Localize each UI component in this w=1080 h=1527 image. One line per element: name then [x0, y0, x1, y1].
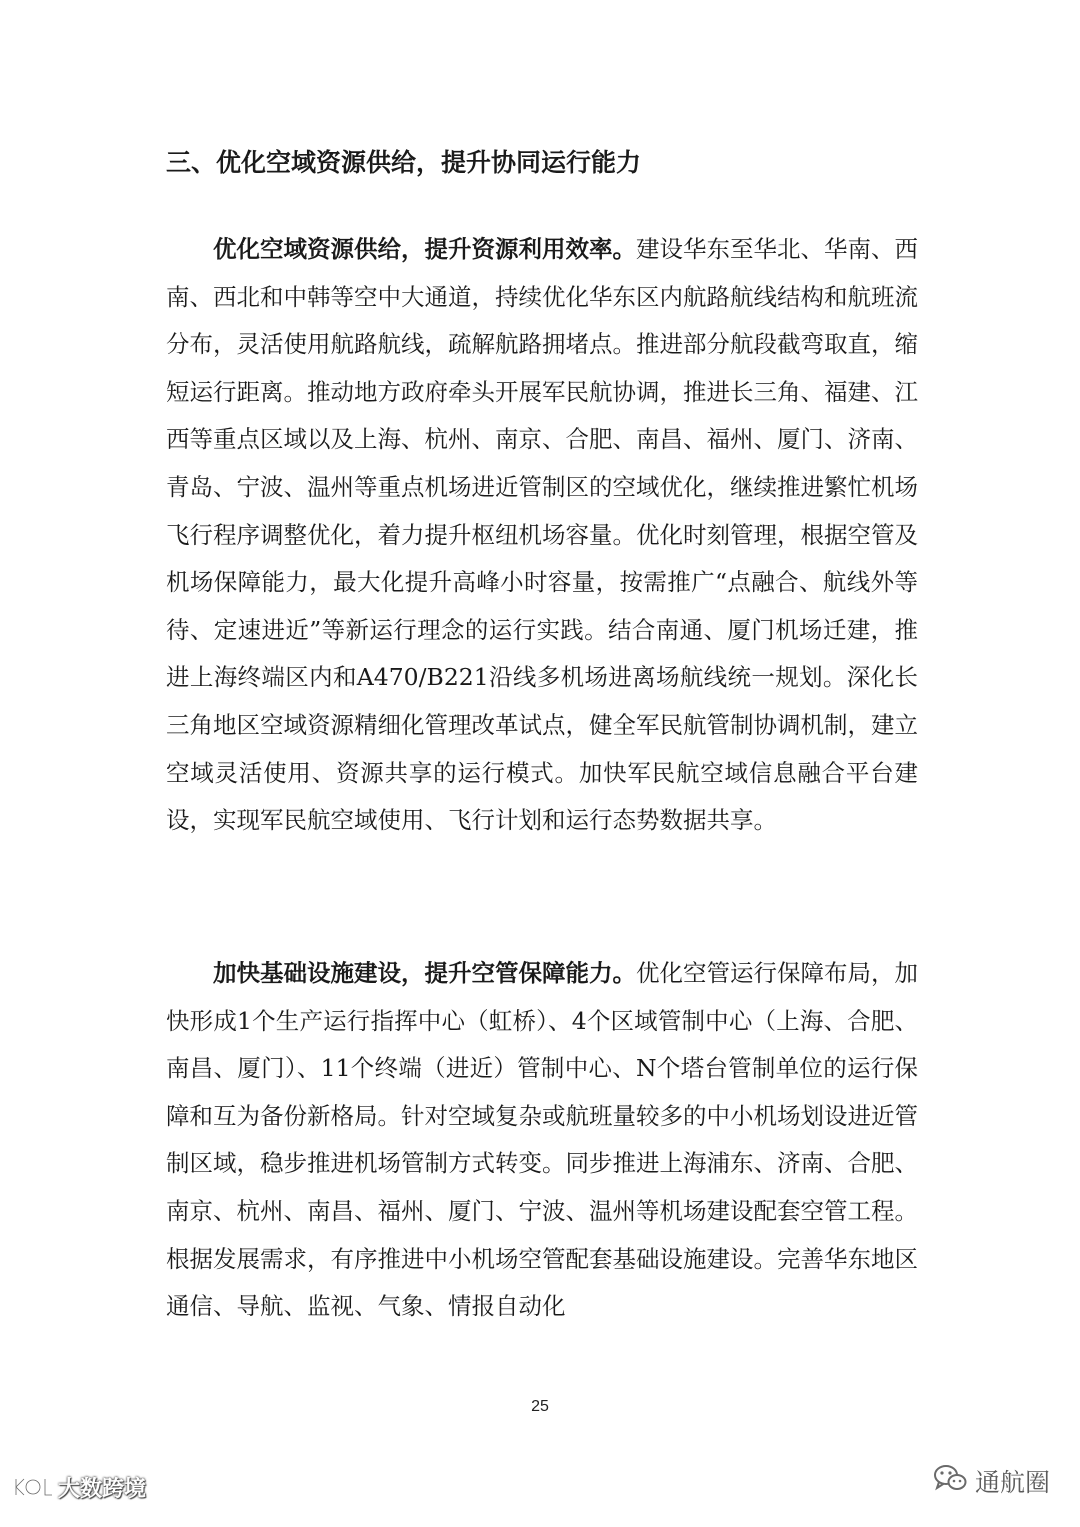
watermark-left-text: 大数跨境 [58, 1476, 147, 1502]
watermark-right-text: 通航圈 [974, 1468, 1050, 1497]
paragraph-infrastructure [166, 950, 918, 1331]
paragraph-body: 优化空管运行保障布局，加快形成1个生产运行指挥中心（虹桥）、4个区域管制中心（上海、合肥、南昌、厦门）、11个终端（进近）管制中心、N个塔台管制单位的运行保障和互为备份新格局。针对空域复杂或航班量较多的中小机场划设进近管制区域，稳步推进机场管制方式转变。同步推进上海浦东、济南、合肥、南京、杭州、南昌、福州、厦门、宁波、温州等机场建设配套空管工程。根据发展需求，有序推进中小机场空管配套基础设施建设。完善华东地区通信、导航、监视、气象、情报自动化 [166, 959, 918, 1321]
watermark-right [933, 1461, 1050, 1501]
paragraph-airspace [166, 226, 918, 845]
paragraph-body: 建设华东至华北、华南、西南、西北和中韩等空中大通道，持续优化华东区内航路航线结构和航班流分布，灵活使用航路航线，疏解航路拥堵点。推进部分航段截弯取直，缩短运行距离。推动地方政府牵头开展军民航协调，推进长三角、福建、江西等重点区域以及上海、杭州、南京、合肥、南昌、福州、厦门、济南、青岛、宁波、温州等重点机场进近管制区的空域优化，继续推进繁忙机场飞行程序调整优化，着力提升枢纽机场容量。优化时刻管理，根据空管及机场保障能力，最大化提升高峰小时容量，按需推广“点融合、航线外等待、定速进近”等新运行理念的运行实践。结合南通、厦门机场迁建，推进上海终端区内和A470/B221沿线多机场进离场航线统一规划。深化长三角地区空域资源精细化管理改革试点，健全军民航管制协调机制，建立空域灵活使用、资源共享的运行模式。加快军民航空域信息融合平台建设，实现军民航空域使用、飞行计划和运行态势数据共享。 [166, 235, 918, 835]
kol-logo-icon [10, 1474, 54, 1500]
page-number: 25 [531, 1398, 549, 1415]
paragraph-lead: 加快基础设施建设，提升空管保障能力。 [213, 959, 636, 987]
watermark-left [10, 1470, 146, 1504]
paragraph-lead: 优化空域资源供给，提升资源利用效率。 [213, 235, 636, 263]
wechat-icon [933, 1463, 967, 1499]
section-heading: 三、优化空域资源供给，提升协同运行能力 [166, 148, 642, 177]
